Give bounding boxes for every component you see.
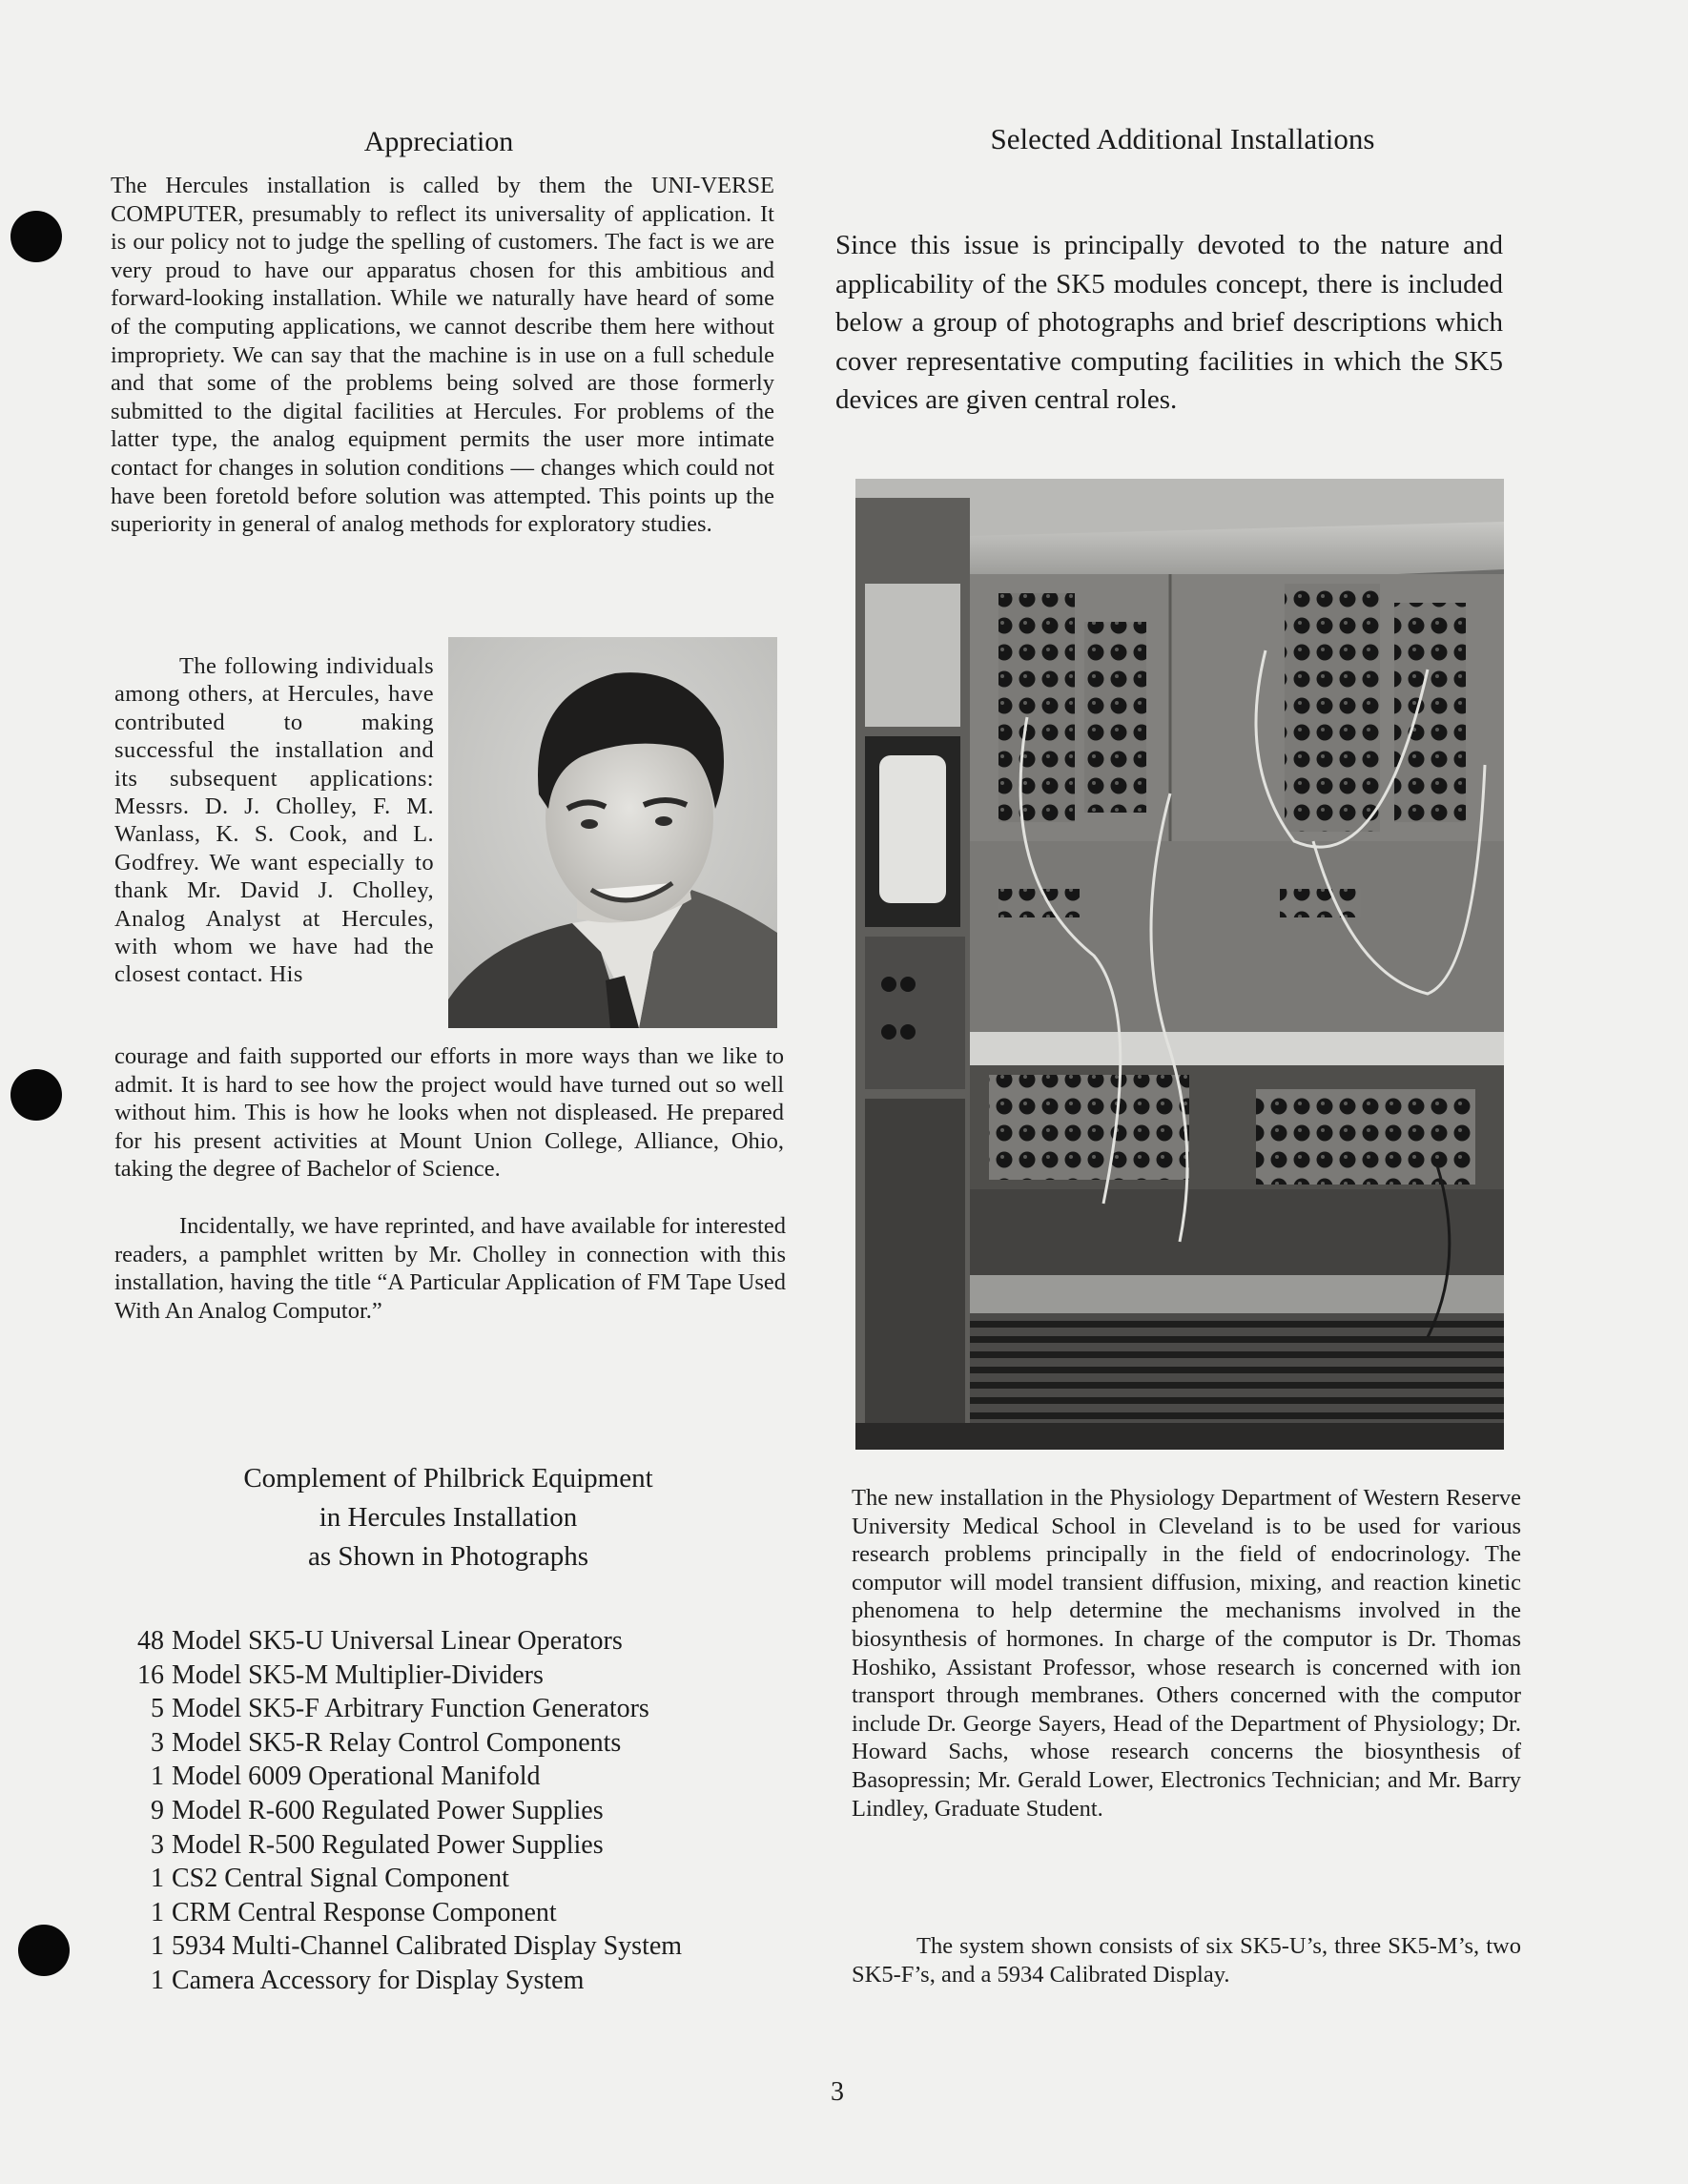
equipment-quantity: 3 xyxy=(151,1829,164,1860)
appreciation-paragraph-2 xyxy=(114,652,434,989)
equipment-quantity: 1 xyxy=(151,1897,164,1927)
equipment-item xyxy=(124,1896,811,1930)
equipment-item xyxy=(124,1794,811,1828)
equipment-quantity: 1 xyxy=(151,1864,164,1894)
paragraph-text: The new installation in the Physiology Department of Western Reserve University Medical School in Cleveland is to be used for various research problems principally in the field of endocrinology. The computor will model transient diffusion, mixing, and reaction kinetic phenomena to help determine the mechanisms involved in the biosynthesis of hormones. In charge of the computor is Dr. Thomas Hoshiko, Assistant Professor, whose research is concerned with ion transport through membranes. Others concerned with the computor include Dr. George Sayers, Head of the Department of Physiology; Dr. Howard Sachs, whose research concerns the biosynthesis of Basopressin; Mr. Gerald Lower, Electronics Technician; and Mr. Barry Lindley, Graduate Student. xyxy=(852,1485,1521,1822)
equipment-item xyxy=(124,1964,811,1998)
equipment-description: Model SK5-U Universal Linear Operators xyxy=(172,1626,623,1656)
equipment-list xyxy=(124,1624,811,1998)
equipment-description: Model R-600 Regulated Power Supplies xyxy=(172,1795,604,1825)
complement-heading xyxy=(143,1459,753,1576)
equipment-item xyxy=(124,1624,811,1659)
installations-heading: Selected Additional Installations xyxy=(990,122,1375,155)
equipment-description: CS2 Central Signal Component xyxy=(172,1864,509,1894)
equipment-description: Model SK5-F Arbitrary Function Generators xyxy=(172,1694,649,1724)
equipment-description: Camera Accessory for Display System xyxy=(172,1965,585,1995)
hole-punch xyxy=(10,211,62,262)
equipment-item xyxy=(124,1862,811,1896)
equipment-quantity: 16 xyxy=(137,1659,164,1690)
equipment-quantity: 1 xyxy=(151,1931,164,1962)
equipment-quantity: 1 xyxy=(151,1965,164,1995)
complement-heading-line: Complement of Philbrick Equipment xyxy=(243,1463,653,1494)
complement-heading-line: in Hercules Installation xyxy=(319,1502,578,1533)
equipment-description: Model SK5-R Relay Control Components xyxy=(172,1727,622,1758)
equipment-quantity: 5 xyxy=(151,1694,164,1724)
equipment-description: 5934 Multi-Channel Calibrated Display System xyxy=(172,1931,683,1962)
western-reserve-paragraph-2 xyxy=(852,1932,1521,1988)
installations-intro: Since this issue is principally devoted to the nature and applicability of the SK5 modules concept, there is included below a group of photographs and brief descriptions which cover representative computing facilities in which the SK5 devices are given central roles. xyxy=(835,230,1503,416)
equipment-item xyxy=(124,1760,811,1794)
equipment-description: Model 6009 Operational Manifold xyxy=(172,1762,541,1792)
appreciation-paragraph-3 xyxy=(114,1042,784,1184)
complement-heading-line: as Shown in Photographs xyxy=(307,1541,589,1572)
portrait-photo-image xyxy=(448,637,777,1028)
equipment-item xyxy=(124,1659,811,1693)
equipment-quantity: 9 xyxy=(151,1795,164,1825)
equipment-item xyxy=(124,1828,811,1863)
equipment-item xyxy=(124,1929,811,1964)
appreciation-heading: Appreciation xyxy=(363,126,514,157)
paragraph-text: The following individuals among others, at Hercules, have contributed to making successful the installation and its subsequent applications: Messrs. D. J. Cholley, F. M. Wanlass, K. S. Cook, and L. Godfrey. We want especially to thank Mr. David J. Cholley, Analog Analyst at Hercules, with whom we have had the closest contact. His xyxy=(114,653,434,988)
appreciation-paragraph-4 xyxy=(114,1212,786,1325)
western-reserve-paragraph-1 xyxy=(852,1484,1521,1823)
portrait-photo xyxy=(448,637,777,1028)
paragraph-text: courage and faith supported our efforts in more ways than we like to admit. It is hard to see how the project would have turned out so well without him. This is how he looks when not displeased. He prepared for his present activities at Mount Union College, Alliance, Ohio, taking the degree of Bachelor of Science. xyxy=(114,1043,784,1183)
equipment-description: Model SK5-M Multiplier-Dividers xyxy=(172,1659,544,1690)
equipment-description: CRM Central Response Component xyxy=(172,1897,557,1927)
page-number: 3 xyxy=(831,2077,844,2107)
hole-punch xyxy=(10,1069,62,1121)
hole-punch xyxy=(18,1925,70,1976)
paragraph-text: Incidentally, we have reprinted, and have available for interested readers, a pamphlet written by Mr. Cholley in connection with this installation, having the title “A Particular Application of FM Tape Used With An Analog Computor.” xyxy=(114,1213,786,1324)
equipment-item xyxy=(124,1692,811,1726)
analog-computer-photo xyxy=(855,479,1504,1450)
paragraph-text: The system shown consists of six SK5-U’s, three SK5-M’s, two SK5-F’s, and a 5934 Calibrated Display. xyxy=(852,1933,1521,1988)
equipment-description: Model R-500 Regulated Power Supplies xyxy=(172,1829,604,1860)
appreciation-paragraph-1 xyxy=(111,172,774,539)
equipment-quantity: 1 xyxy=(151,1762,164,1792)
analog-computer-photo-image xyxy=(855,479,1504,1450)
equipment-item xyxy=(124,1726,811,1761)
paragraph-text: The Hercules installation is called by them the UNI-VERSE COMPUTER, presumably to reflect its universality of application. It is our policy not to judge the spelling of customers. The fact is we are very proud to have our apparatus chosen for this ambitious and forward-looking installation. While we naturally have heard of some of the computing applications, we cannot describe them here without impropriety. We can say that the machine is in use on a full schedule and that some of the problems being solved are those formerly submitted to the digital facilities at Hercules. For problems of the latter type, the analog equipment permits the user more intimate contact for changes in solution conditions — changes which could not have been foretold before solution was attempted. This points up the superiority in general of analog methods for exploratory studies. xyxy=(111,173,774,538)
equipment-quantity: 48 xyxy=(137,1626,164,1656)
equipment-quantity: 3 xyxy=(151,1727,164,1758)
